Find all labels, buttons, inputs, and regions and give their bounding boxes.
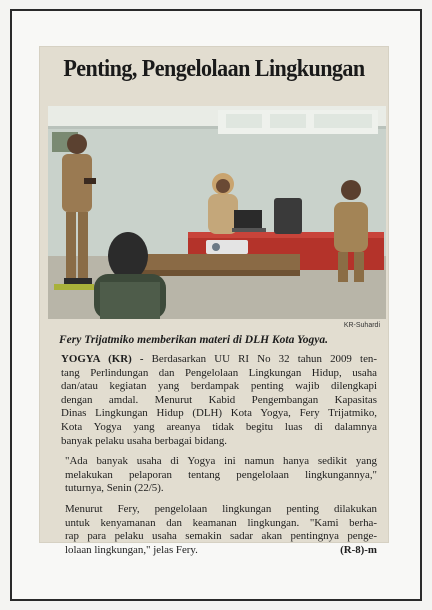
text-line: tuturnya, Senin (22/5). <box>65 482 164 495</box>
text-line: melakukan pelaporan tentang pengelolaan lingkungannya," <box>65 468 377 481</box>
dateline: YOGYA (KR) - <box>61 353 144 365</box>
paragraph-1 <box>53 353 377 448</box>
text-line: lolaan lingkungan," jelas Fery. (R-8)-m <box>65 543 377 556</box>
paragraph-2 <box>53 455 377 496</box>
text-line: Dinas Lingkungan Hidup (DLH) Kota Yogya, Fery Trijatmiko, <box>61 407 377 420</box>
text-line: "Ada banyak usaha di Yogya ini namun hanya sedikit yang <box>65 455 377 468</box>
news-photo <box>48 106 386 319</box>
headline: Penting, Pengelolaan Lingkungan <box>63 56 365 82</box>
text-line: Kota Yogya yang areanya tidak begitu luas di dalamnya <box>61 420 377 433</box>
text-line: dengan amdal. Menurut Kabid Pengembangan Kapasitas <box>61 393 377 406</box>
newspaper-clipping <box>39 46 389 556</box>
photo-caption: Fery Trijatmiko memberikan materi di DLH Kota Yogya. <box>59 334 328 346</box>
text-line: rap para pelaku usaha semakin sadar akan pentingnya penge- <box>65 530 377 543</box>
text-line: Menurut Fery, pengelolaan lingkungan penting dilakukan <box>65 502 377 515</box>
article-body <box>53 353 377 564</box>
text-line: banyak pelaku usaha berbagai bidang. <box>61 434 228 447</box>
text-line: YOGYA (KR) - Berdasarkan UU RI No 32 tahun 2009 ten- <box>61 353 377 365</box>
author-signoff: (R-8)-m <box>340 543 377 556</box>
text-line: dan/atau kegiatan yang berdampak penting wajib dilengkapi <box>61 380 377 393</box>
text-line: untuk kenyamanan dan keamanan lingkungan. "Kami berha- <box>65 516 377 529</box>
seated-woman-figure <box>208 173 238 234</box>
photo-credit: KR-Suhardi <box>343 322 380 329</box>
text-line: tang Perlindungan dan Pengelolaan Lingkungan Hidup, usaha <box>61 366 377 379</box>
paragraph-3 <box>53 503 377 557</box>
